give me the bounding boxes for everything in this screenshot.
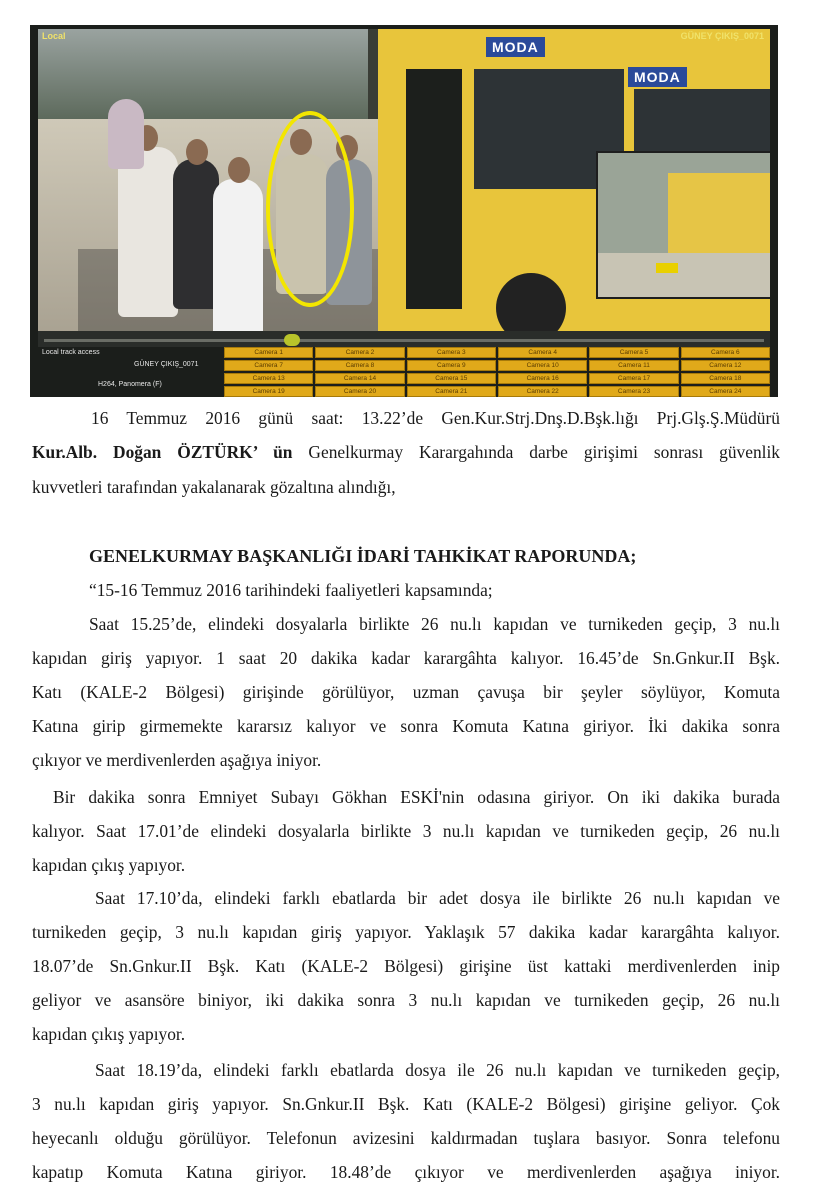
camera-frame	[38, 29, 770, 345]
camera-controls	[38, 347, 770, 393]
camera-button[interactable]: Camera 15	[407, 373, 496, 384]
person-head	[228, 157, 250, 183]
camera-name-label: GÜNEY ÇIKIŞ_0071	[134, 361, 199, 368]
camera-button[interactable]: Camera 12	[681, 360, 770, 371]
quote-intro: “15-16 Temmuz 2016 tarihindeki faaliyetleri kapsamında;	[89, 580, 493, 600]
camera-button[interactable]: Camera 11	[589, 360, 678, 371]
person-white-vest	[118, 147, 178, 317]
bus-brand-logo: MODA	[486, 37, 545, 57]
highlight-ellipse	[266, 111, 354, 307]
osd-label-top-left: Local	[42, 31, 66, 41]
paragraph-2-line-1: Saat 15.25’de, elindeki dosyalarla birlikte 26 nu.lı kapıdan ve turnikeden geçip, 3 nu.lı	[89, 614, 780, 634]
camera-button[interactable]: Camera 10	[498, 360, 587, 371]
paragraph-2-line-5: çıkıyor ve merdivenlerden aşağıya iniyor.	[32, 750, 322, 770]
camera-button[interactable]: Camera 9	[407, 360, 496, 371]
paragraph-1-line-2-rest: Genelkurmay Karargahında darbe girişimi sonrası güvenlik	[292, 442, 780, 462]
camera-button[interactable]: Camera 2	[315, 347, 404, 358]
camera-button[interactable]: Camera 4	[498, 347, 587, 358]
paragraph-2-line-3: Katı (KALE-2 Bölgesi) girişinde görülüyor, uzman çavuşa bir şeyler söylüyor, Komuta	[32, 682, 780, 702]
camera-button[interactable]: Camera 18	[681, 373, 770, 384]
camera-button[interactable]: Camera 21	[407, 386, 496, 397]
paragraph-3-line-1: Bir dakika sonra Emniyet Subayı Gökhan ESKİ'nin odasına giriyor. On iki dakika burada	[53, 787, 780, 807]
report-heading: GENELKURMAY BAŞKANLIĞI İDARİ TAHKİKAT RAPORUNDA;	[89, 546, 637, 566]
control-labels	[38, 347, 222, 393]
paragraph-3-line-2: kalıyor. Saat 17.01’de elindeki dosyalarla birlikte 3 nu.lı kapıdan ve turnikeden geçip, 26 nu.lı	[32, 821, 780, 841]
camera-button[interactable]: Camera 5	[589, 347, 678, 358]
paragraph-2-line-2: kapıdan giriş yapıyor. 1 saat 20 dakika kadar karargâhta kalıyor. 16.45’de Sn.Gnkur.II Bşk.	[32, 648, 780, 668]
paragraph-2-line-4: Katına girip girmemekte kararsız kalıyor ve sonra Komuta Katına giriyor. İki dakika sonra	[32, 716, 780, 736]
camera-button[interactable]: Camera 19	[224, 386, 313, 397]
name-highlight: Kur.Alb. Doğan ÖZTÜRK’ ün	[32, 442, 293, 462]
bus-brand-logo: MODA	[628, 67, 687, 87]
paragraph-4-line-3: 18.07’de Sn.Gnkur.II Bşk. Katı (KALE-2 Bölgesi) girişine üst kattaki merdivenlerden inip	[32, 956, 780, 976]
person-background	[108, 99, 144, 169]
paragraph-1-line-1: 16 Temmuz 2016 günü saat: 13.22’de Gen.Kur.Strj.Dnş.D.Bşk.lığı Prj.Glş.Ş.Müdürü	[91, 408, 780, 428]
paragraph-4-line-4: geliyor ve asansöre biniyor, iki dakika sonra 3 nu.lı kapıdan ve turnikeden geçip, 26 nu.lı	[32, 990, 780, 1010]
camera-button[interactable]: Camera 20	[315, 386, 404, 397]
inset-pavement	[598, 253, 770, 297]
paragraph-3-line-3: kapıdan çıkış yapıyor.	[32, 855, 186, 875]
camera-button[interactable]: Camera 6	[681, 347, 770, 358]
inset-car	[656, 263, 678, 273]
camera-button[interactable]: Camera 22	[498, 386, 587, 397]
camera-button[interactable]: Camera 14	[315, 373, 404, 384]
camera-button[interactable]: Camera 24	[681, 386, 770, 397]
person-white-shirt	[213, 179, 263, 345]
paragraph-5-line-3: heyecanlı olduğu görülüyor. Telefonun avizesini kaldırmadan tuşlara basıyor. Sonra telefonu	[32, 1128, 780, 1148]
bus-door	[406, 69, 462, 309]
codec-label: H264, Panomera (F)	[98, 381, 162, 388]
camera-button[interactable]: Camera 13	[224, 373, 313, 384]
camera-button-grid	[224, 347, 770, 397]
paragraph-4-line-2: turnikeden geçip, 3 nu.lı kapıdan giriş yapıyor. Yaklaşık 57 dakika kadar karargâhta kalıyor.	[32, 922, 780, 942]
paragraph-4-line-1: Saat 17.10’da, elindeki farklı ebatlarda bir adet dosya ile birlikte 26 nu.lı kapıdan ve	[95, 888, 780, 908]
paragraph-4-line-5: kapıdan çıkış yapıyor.	[32, 1024, 186, 1044]
camera-button[interactable]: Camera 16	[498, 373, 587, 384]
timeline-handle[interactable]	[284, 334, 300, 346]
camera-button[interactable]: Camera 3	[407, 347, 496, 358]
camera-button[interactable]: Camera 7	[224, 360, 313, 371]
camera-button[interactable]: Camera 17	[589, 373, 678, 384]
track-access-label: Local track access	[42, 349, 100, 356]
timeline-track	[44, 339, 764, 342]
person-head	[186, 139, 208, 165]
cctv-screenshot	[30, 25, 778, 397]
paragraph-5-line-1: Saat 18.19’da, elindeki farklı ebatlarda dosya ile 26 nu.lı kapıdan ve turnikeden geçip,	[95, 1060, 780, 1080]
paragraph-1-line-2	[32, 440, 780, 464]
camera-button[interactable]: Camera 8	[315, 360, 404, 371]
background-trees	[38, 29, 368, 119]
camera-button[interactable]: Camera 1	[224, 347, 313, 358]
paragraph-1-line-3: kuvvetleri tarafından yakalanarak gözaltına alındığı,	[32, 477, 396, 497]
osd-camera-name: GÜNEY ÇIKIŞ_0071	[680, 31, 764, 41]
paragraph-5-line-2: 3 nu.lı kapıdan giriş yapıyor. Sn.Gnkur.II Bşk. Katı (KALE-2 Bölgesi) girişine geliyor. Çok	[32, 1094, 780, 1114]
paragraph-5-line-4: kapatıp Komuta Katına giriyor. 18.48’de çıkıyor ve merdivenlerden aşağıya iniyor.	[32, 1162, 780, 1182]
inset-camera-view	[596, 151, 770, 299]
camera-button[interactable]: Camera 23	[589, 386, 678, 397]
